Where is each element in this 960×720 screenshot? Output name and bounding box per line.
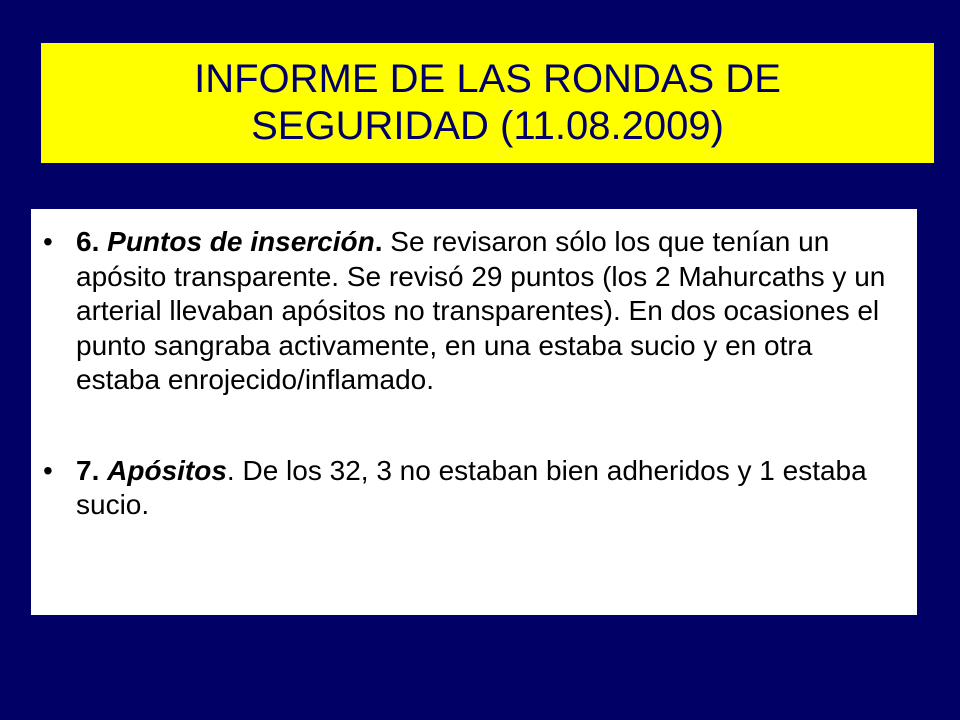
title-banner <box>41 43 934 163</box>
item-text: De los 32, 3 no estaban bien adheridos y 1 estaba sucio. <box>76 454 867 520</box>
item-number: 7. <box>76 454 100 486</box>
bullet-icon: • <box>43 454 53 486</box>
bullet-item-7 <box>31 454 895 523</box>
item-text: Se revisaron sólo los que tenían un apósito transparente. Se revisó 29 puntos (los 2 Mahurcaths y un arterial llevaban apósitos no transparentes). En dos ocasiones el punto sangraba activamente, en una estaba sucio y en otra estaba enrojecido/inflamado. <box>76 226 886 395</box>
slide-title: INFORME DE LAS RONDAS DE SEGURIDAD (11.08.2009) <box>194 57 781 148</box>
content-panel <box>31 209 917 615</box>
item-heading-period: . <box>374 226 383 257</box>
bullet-item-6 <box>31 225 895 398</box>
bullet-icon: • <box>43 226 53 257</box>
item-heading-period: . <box>226 454 235 486</box>
item-number: 6. <box>76 226 100 257</box>
item-heading: Puntos de inserción <box>107 226 375 257</box>
item-heading: Apósitos <box>107 454 227 486</box>
